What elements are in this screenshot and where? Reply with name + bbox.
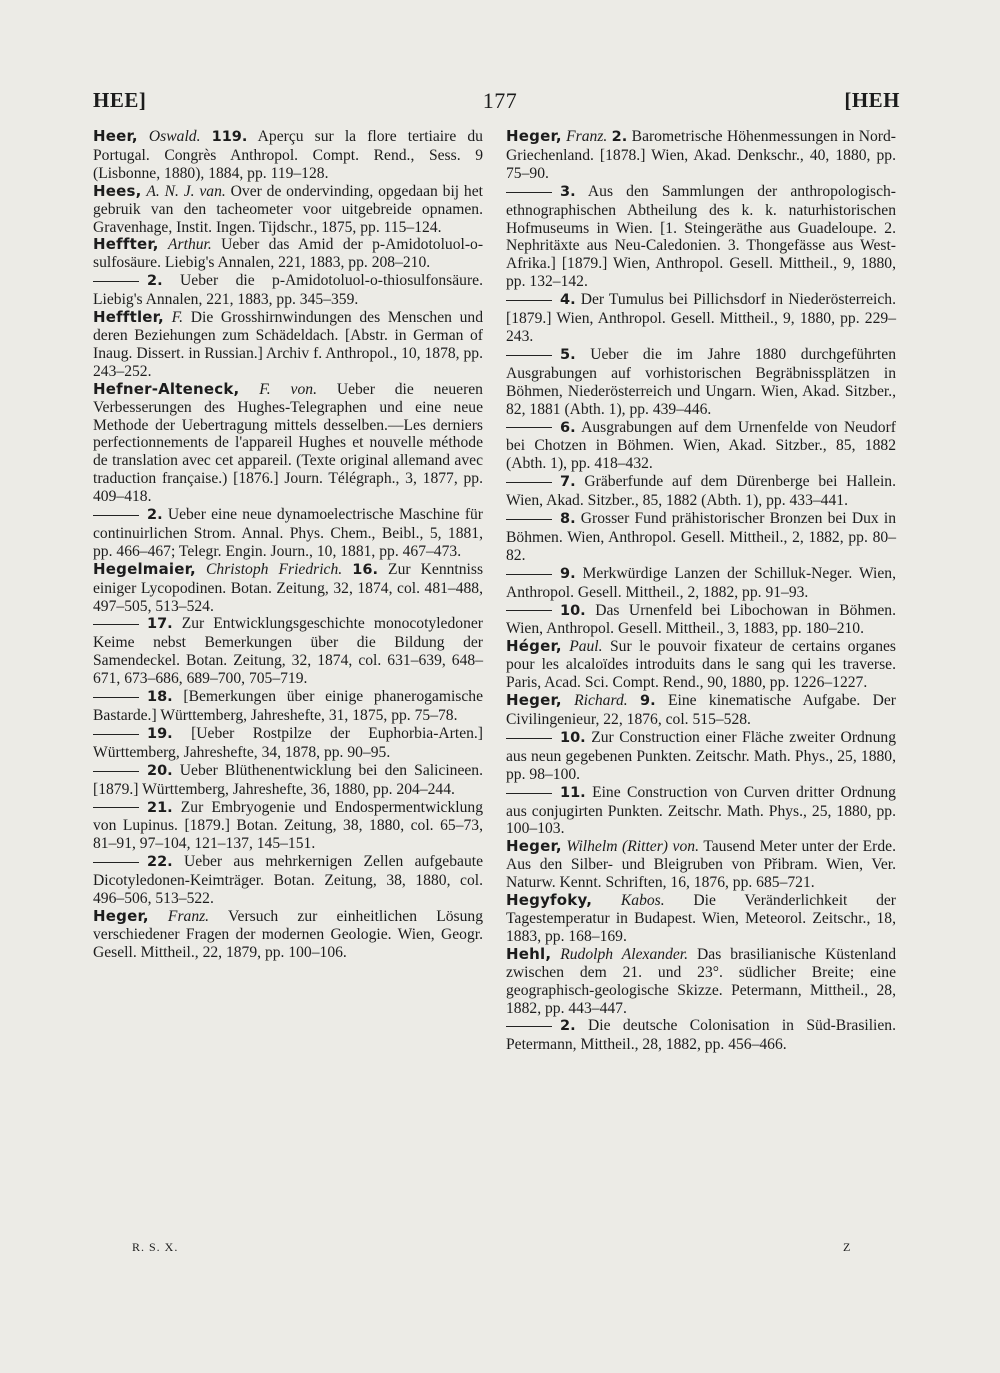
author-given-name: Franz. — [566, 128, 608, 145]
entry-text: Zur Entwicklungsgeschichte monocotyledoner Keime nebst Bemerkungen über die Bildung der Samendeckel. Botan. Zeitung, 32, 1874, col. 631–639, 648–671, 673–686, 689–700, 705–719. — [93, 615, 483, 688]
author-entry — [506, 946, 896, 1018]
author-entry — [93, 908, 483, 962]
author-surname: Hees, — [93, 181, 142, 200]
author-entry — [506, 838, 896, 892]
entry-number: 19. — [147, 725, 173, 742]
entry-text: Sur le pouvoir fixateur de certains organes pour les alcaloïdes introduits dans le sang qui les traverse. Paris, Acad. Sci. Compt. Rend., 90, 1880, pp. 1226–1227. — [506, 638, 896, 692]
entry-text: Die deutsche Colonisation in Süd-Brasilien. Petermann, Mittheil., 28, 1882, pp. 456–466. — [506, 1017, 897, 1054]
entry-number: 21. — [147, 799, 173, 816]
ditto-rule — [506, 355, 552, 356]
entry-text: Zur Construction einer Fläche zweiter Ordnung aus neun gegebenen Punkten. Zeitschr. Math. Phys., 25, 1880, pp. 98–100. — [506, 728, 896, 783]
sheet-mark: Z — [843, 1240, 851, 1254]
continuation-entry — [506, 510, 896, 565]
entry-text: Barometrische Höhenmessungen in Nord-Griechenland. [1878.] Wien, Akad. Denkschr., 40, 1880, pp. 75–90. — [506, 128, 896, 182]
entry-number: 2. — [147, 507, 163, 524]
entry-number: 2. — [560, 1018, 576, 1035]
continuation-entry — [506, 183, 896, 291]
entry-text: Eine kinematische Aufgabe. Der Civilingenieur, 22, 1876, col. 515–528. — [506, 692, 896, 728]
entry-number: 5. — [560, 346, 576, 363]
author-given-name: Oswald. — [148, 128, 201, 145]
author-given-name: Kabos. — [620, 892, 665, 910]
ditto-rule — [93, 862, 139, 863]
author-surname: Hefner-Alteneck, — [93, 379, 240, 398]
entry-text: Gräberfunde auf dem Dürenberge bei Hallein. Wien, Akad. Sitzber., 85, 1882 (Abth. 1), pp. 433–441. — [506, 473, 896, 510]
entry-text: Ueber eine neue dynamoelectrische Maschine für continuirlichen Strom. Annal. Phys. Chem., Beibl., 5, 1881, pp. 466–467; Telegr. Engin. Journ., 10, 1881, pp. 467–473. — [93, 506, 483, 560]
entry-text: Ueber das Amid der p-Amidotoluol-o-sulfosäure. Liebig's Annalen, 221, 1883, pp. 208–210. — [93, 236, 484, 272]
author-entry — [93, 236, 483, 272]
entry-text: Ueber die neueren Verbesserungen des Hughes-Telegraphen und eine neue Methode der Uebertragung mittels desselben.—Les derniers perfectionnements de l'appareil Hughes et nouvelle méthode de translation avec cet appareil. (Texte original allemand avec traduction française.) [1876.] Journ. Télégraph., 3, 1877, pp. 409–418. — [93, 380, 483, 506]
entry-text: Das Urnenfeld bei Libochowan in Böhmen. Wien, Anthropol. Gesell. Mittheil., 3, 1883, pp. 180–210. — [506, 601, 896, 638]
continuation-entry — [93, 615, 483, 688]
entry-text: Tausend Meter unter der Erde. Aus den Silber- und Bleigruben von Přibram. Wien, Ver. Naturw. Kennt. Schriften, 16, 1876, pp. 685–721. — [506, 838, 896, 892]
ditto-rule — [506, 738, 552, 739]
author-entry — [506, 692, 896, 729]
author-surname: Heer, — [93, 127, 138, 145]
ditto-rule — [93, 281, 139, 282]
entry-text: [Bemerkungen über einige phanerogamische Bastarde.] Württemberg, Jahreshefte, 31, 1875, pp. 75–78. — [93, 688, 483, 724]
entry-number: 10. — [560, 602, 586, 619]
entry-text: Aperçu sur la flore tertiaire du Portugal. Congrès Anthropol. Compt. Rend., Sess. 9 (Lisbonne, 1880), 1884, pp. 119–128. — [93, 128, 483, 182]
right-column — [506, 128, 896, 1054]
entry-number: 9. — [640, 693, 656, 710]
ditto-rule — [506, 574, 552, 575]
entry-text: Ueber die im Jahre 1880 durchgeführten Ausgrabungen auf vorhistorischen Begräbnissplätzen in Böhmen, Niederösterreich und Ungarn. Wien, Akad. Sitzber., 82, 1881 (Abth. 1), pp. 439–446. — [506, 345, 896, 418]
left-column — [93, 128, 483, 962]
entry-number: 9. — [560, 565, 576, 582]
ditto-rule — [93, 624, 139, 625]
ditto-rule — [506, 300, 552, 301]
author-given-name: Arthur. — [168, 236, 212, 254]
entry-number: 7. — [560, 474, 576, 491]
entry-text: Eine Construction von Curven dritter Ordnung aus conjugirten Punkten. Zeitschr. Math. Phys., 25, 1880, pp. 100–103. — [506, 783, 896, 838]
author-given-name: Wilhelm (Ritter) von. — [566, 838, 699, 856]
author-entry — [506, 638, 896, 692]
entry-number: 119. — [211, 129, 248, 145]
entry-number: 2. — [147, 273, 163, 290]
author-entry — [506, 128, 896, 183]
continuation-entry — [93, 725, 483, 762]
entry-text: Zur Embryogenie und Endospermentwicklung von Lupinus. [1879.] Botan. Zeitung, 38, 1880, col. 65–73, 81–91, 97–104, 121–137, 145–151. — [93, 798, 483, 853]
entry-text: Ueber Blüthenentwicklung bei den Salicineen. [1879.] Württemberg, Jahreshefte, 36, 1880, pp. 204–244. — [93, 761, 483, 798]
ditto-rule — [93, 734, 139, 735]
ditto-rule — [506, 519, 552, 520]
ditto-rule — [506, 192, 552, 193]
entry-text: Die Grosshirnwindungen des Menschen und deren Beziehungen zum Schädeldach. [Abstr. in German of Inaug. Dissert. in Russian.] Archiv f. Anthropol., 10, 1878, pp. 243–252. — [93, 309, 483, 380]
continuation-entry — [506, 1017, 896, 1054]
entry-number: 10. — [560, 729, 586, 746]
author-entry — [93, 381, 483, 506]
author-entry — [93, 309, 483, 381]
entry-number: 17. — [147, 616, 173, 633]
author-given-name: Paul. — [569, 638, 603, 656]
entry-text: Ueber die p-Amidotoluol-o-thiosulfonsäure. Liebig's Annalen, 221, 1883, pp. 345–359. — [93, 272, 483, 309]
author-surname: Heger, — [506, 691, 562, 710]
author-surname: Heger, — [506, 127, 562, 145]
entry-number: 3. — [560, 183, 576, 200]
ditto-rule — [93, 515, 139, 516]
author-entry — [93, 561, 483, 616]
author-entry — [93, 183, 483, 237]
ditto-rule — [93, 697, 139, 698]
entry-number: 22. — [147, 854, 173, 871]
continuation-entry — [93, 853, 483, 908]
entry-number: 11. — [560, 784, 586, 801]
author-surname: Hegyfoky, — [506, 891, 593, 910]
continuation-entry — [506, 473, 896, 510]
running-head-right: [HEH — [844, 88, 900, 112]
entry-text: Ausgrabungen auf dem Urnenfelde von Neudorf bei Chotzen in Böhmen. Wien, Akad. Sitzber., 85, 1882 (Abth. 1), pp. 418–432. — [506, 418, 896, 473]
entry-text: Aus den Sammlungen der anthropologisch-ethnographischen Abtheilung des k. k. naturhistorischen Hofmuseums in Wien. [1. Steingeräthe aus Guadeloupe. 2. Nephritäxte aus Neu-Caledonien. 3. Thongefässe aus West-Afrika.] [1879.] Wien, Anthropol. Gesell. Mittheil., 9, 1880, pp. 132–142. — [506, 182, 897, 291]
entry-number: 8. — [560, 511, 576, 528]
entry-number: 6. — [560, 419, 576, 436]
author-given-name: Christoph Friedrich. — [206, 560, 343, 578]
entry-text: Merkwürdige Lanzen der Schilluk-Neger. Wien, Anthropol. Gesell. Mittheil., 2, 1882, pp. 91–93. — [506, 564, 896, 601]
continuation-entry — [506, 602, 896, 639]
ditto-rule — [93, 807, 139, 808]
ditto-rule — [506, 482, 552, 483]
author-surname: Heffter, — [93, 235, 159, 254]
running-head-left: HEE] — [93, 88, 147, 112]
ditto-rule — [506, 1026, 552, 1027]
author-given-name: Richard. — [574, 692, 628, 710]
author-surname: Hehl, — [506, 944, 552, 963]
entry-text: Over de ondervinding, opgedaan bij het gebruik van den tacheometer voor uitgebreide opnamen. Gravenhage, Instit. Ingen. Tijdschr., 1875, pp. 115–124. — [93, 182, 483, 236]
continuation-entry — [93, 506, 483, 561]
continuation-entry — [93, 688, 483, 725]
ditto-rule — [506, 610, 552, 611]
continuation-entry — [506, 419, 896, 474]
entry-text: Grosser Fund prähistorischer Bronzen bei Dux in Böhmen. Wien, Anthropol. Gesell. Mittheil., 2, 1882, pp. 80–82. — [506, 510, 896, 564]
ditto-rule — [93, 771, 139, 772]
author-entry — [93, 128, 483, 183]
continuation-entry — [506, 291, 896, 346]
author-surname: Héger, — [506, 637, 562, 656]
page-number: 177 — [482, 88, 518, 113]
continuation-entry — [506, 565, 896, 602]
entry-number: 20. — [147, 762, 173, 779]
author-surname: Hegelmaier, — [93, 559, 196, 578]
entry-text: Der Tumulus bei Pillichsdorf in Niederösterreich. [1879.] Wien, Anthropol. Gesell. Mittheil., 9, 1880, pp. 229–243. — [506, 291, 896, 345]
author-given-name: Rudolph Alexander. — [560, 945, 689, 963]
author-given-name: F. — [171, 309, 184, 327]
ditto-rule — [506, 427, 552, 428]
entry-number: 4. — [560, 292, 576, 309]
continuation-entry — [93, 272, 483, 309]
continuation-entry — [93, 799, 483, 854]
author-given-name: F. von. — [259, 380, 317, 398]
entry-text: Zur Kenntniss einiger Lycopodinen. Botan. Zeitung, 32, 1874, col. 481–488, 497–505, 513–524. — [93, 560, 484, 615]
entry-number: 18. — [147, 689, 173, 706]
author-surname: Hefftler, — [93, 308, 164, 327]
entry-number: 16. — [352, 561, 378, 578]
author-surname: Heger, — [93, 906, 149, 925]
entry-text: Die Veränderlichkeit der Tagestemperatur in Budapest. Wien, Meteorol. Zeitschr., 18, 1883, pp. 168–169. — [506, 892, 896, 945]
continuation-entry — [93, 762, 483, 799]
author-given-name: A. N. J. van. — [146, 182, 226, 200]
continuation-entry — [506, 784, 896, 839]
signature-mark: R. S. X. — [132, 1240, 179, 1254]
entry-text: Das brasilianische Küstenland zwischen dem 21. und 23°. südlicher Breite; eine geographisch-geologische Skizze. Petermann, Mittheil., 28, 1882, pp. 443–447. — [506, 945, 896, 1017]
entry-text: Versuch zur einheitlichen Lösung verschiedener Fragen der modernen Geologie. Wien, Geogr. Gesell. Mittheil., 22, 1879, pp. 100–106. — [93, 907, 483, 961]
author-surname: Heger, — [506, 837, 562, 856]
entry-number: 2. — [611, 129, 628, 145]
ditto-rule — [506, 793, 552, 794]
author-given-name: Franz. — [167, 907, 210, 925]
entry-text: Ueber aus mehrkernigen Zellen aufgebaute Dicotyledonen-Keimträger. Botan. Zeitung, 38, 1880, col. 496–506, 513–522. — [93, 853, 483, 908]
author-entry — [506, 892, 896, 946]
entry-text: [Ueber Rostpilze der Euphorbia-Arten.] Württemberg, Jahreshefte, 34, 1878, pp. 90–95. — [93, 724, 483, 761]
continuation-entry — [506, 346, 896, 419]
continuation-entry — [506, 729, 896, 784]
